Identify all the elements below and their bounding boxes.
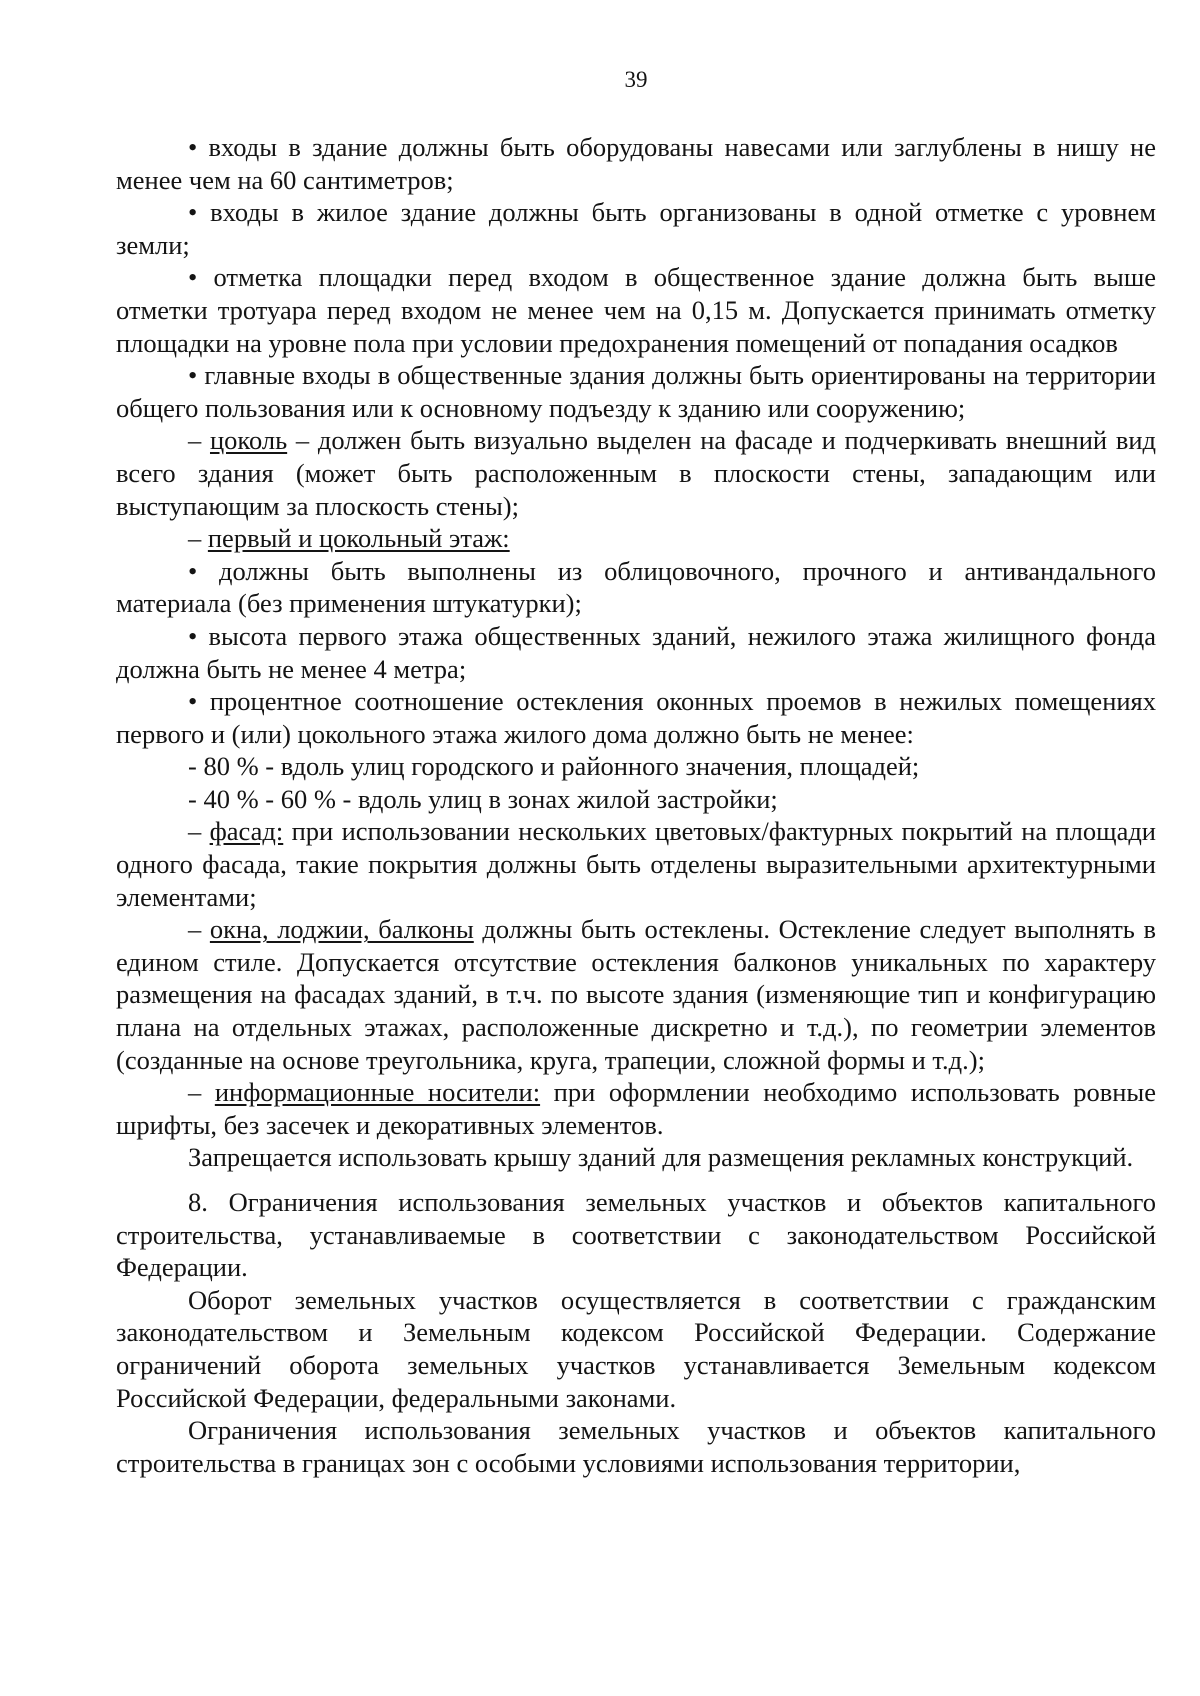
paragraph-glazing-40-60: [116, 783, 1156, 816]
paragraph-text: должны быть остеклены. Остекление следует выполнять в едином стиле. Допускается отсутствие остекления балконов уникальных по характеру размещения на фасадах зданий, в т.ч. по высоте здания (изменяющие тип и конфигурацию плана на отдельных этажах, расположенные дискретно и т.д.), по геометрии элементов (созданные на основе треугольника, круга, трапеции, сложной формы и т.д.);: [116, 914, 1157, 1075]
paragraph-glazing-80: [116, 750, 1156, 783]
paragraph-text: процентное соотношение остекления оконных проемов в нежилых помещениях первого и (или) цокольного этажа жилого дома должно быть не менее:: [116, 686, 1156, 749]
term-plinth: цоколь: [209, 425, 288, 456]
bullet-marker: •: [188, 620, 209, 651]
paragraph-main-entrances: [116, 359, 1156, 424]
paragraph-text: при использовании нескольких цветовых/фактурных покрытий на площади одного фасада, такие покрытия должны быть отделены выразительными архитектурными элементами;: [116, 816, 1156, 912]
bullet-marker: •: [188, 360, 205, 391]
paragraph-info-carriers: [116, 1076, 1156, 1141]
paragraph-first-floor-heading: [116, 522, 1156, 555]
section-8-heading: [116, 1186, 1156, 1284]
dash-marker: –: [188, 914, 210, 945]
term-windows-balconies: окна, лоджии, балконы: [209, 914, 474, 945]
term-first-floor: первый и цокольный этаж:: [207, 523, 510, 554]
paragraph-windows-balconies: [116, 913, 1156, 1076]
paragraph-roof-advertising: [116, 1141, 1156, 1174]
paragraph-floor-height: [116, 620, 1156, 685]
paragraph-text: должны быть выполнены из облицовочного, прочного и антивандального материала (без применения штукатурки);: [116, 555, 1156, 619]
page-number: 39: [624, 67, 648, 92]
paragraph-cladding: [116, 555, 1156, 620]
paragraph-text: – должен быть визуально выделен на фасаде и подчеркивать внешний вид всего здания (может быть расположенным в плоскости стены, западающим или выступающим за плоскость стены);: [116, 425, 1157, 521]
paragraph-platform-mark: [116, 261, 1156, 359]
paragraph-text: высота первого этажа общественных зданий, нежилого этажа жилищного фонда должна быть не менее 4 метра;: [116, 620, 1156, 684]
paragraph-text: Запрещается использовать крышу зданий для размещения рекламных конструкций.: [188, 1142, 1134, 1173]
paragraph-text: Ограничения использования земельных участков и объектов капитального строительства, устанавливаемые в соответствии с законодательством Российской Федерации.: [116, 1187, 1156, 1283]
bullet-marker: •: [188, 132, 209, 162]
paragraph-text: входы в жилое здание должны быть организованы в одной отметке с уровнем земли;: [116, 197, 1156, 260]
paragraph-text: - 80 % - вдоль улиц городского и районного значения, площадей;: [188, 751, 920, 782]
paragraph-land-turnover: [116, 1284, 1156, 1414]
paragraph-glazing-ratio: [116, 685, 1156, 750]
bullet-marker: •: [188, 262, 214, 293]
dash-marker: –: [188, 816, 210, 847]
paragraph-plinth: [116, 424, 1156, 522]
paragraph-text: при оформлении необходимо использовать ровные шрифты, без засечек и декоративных элементов.: [116, 1077, 1157, 1140]
paragraph-text: - 40 % - 60 % - вдоль улиц в зонах жилой застройки;: [188, 783, 778, 814]
paragraph-text: главные входы в общественные здания должны быть ориентированы на территории общего пользования или к основному подъезду к зданию или сооружению;: [116, 360, 1156, 423]
term-info-carriers: информационные носители:: [214, 1077, 541, 1108]
paragraph-text: входы в здание должны быть оборудованы навесами или заглублены в нишу не менее чем на 60 сантиметров;: [116, 132, 1157, 195]
paragraph-special-zones: [116, 1414, 1156, 1479]
paragraph-entrance-canopy: [116, 131, 1156, 196]
dash-marker: –: [188, 425, 210, 456]
paragraph-facade: [116, 815, 1156, 913]
section-number: 8.: [188, 1187, 229, 1217]
paragraph-entrance-level: [116, 196, 1156, 261]
document-body: [116, 131, 1156, 1479]
paragraph-text: отметка площадки перед входом в общественное здание должна быть выше отметки тротуара перед входом не менее чем на 0,15 м. Допускается принимать отметку площадки на уровне пола при условии предохранения помещений от попадания осадков: [116, 262, 1156, 358]
bullet-marker: •: [188, 197, 211, 228]
bullet-marker: •: [188, 686, 210, 717]
term-facade: фасад:: [209, 816, 284, 847]
bullet-marker: •: [188, 555, 220, 586]
dash-marker: –: [188, 1077, 215, 1108]
paragraph-text: Оборот земельных участков осуществляется в соответствии с гражданским законодательством и Земельным кодексом Российской Федерации. Содержание ограничений оборота земельных участков устанавливается Земельным кодексом Российской Федерации, федеральными законами.: [116, 1284, 1156, 1413]
dash-marker: –: [188, 523, 208, 554]
paragraph-text: Ограничения использования земельных участков и объектов капитального строительства в границах зон с особыми условиями использования территории,: [116, 1415, 1156, 1478]
